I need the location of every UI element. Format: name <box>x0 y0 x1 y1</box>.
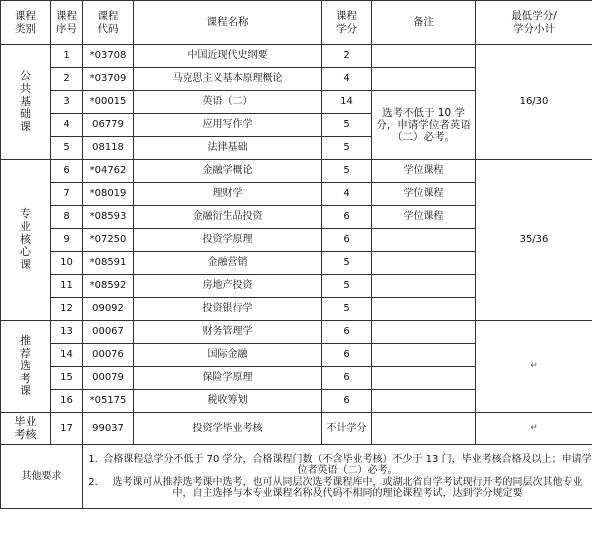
course-credit: 5 <box>322 275 372 298</box>
course-code: *04762 <box>83 160 134 183</box>
course-seq: 11 <box>51 275 83 298</box>
header-note: 备注 <box>372 1 476 45</box>
course-code: 06779 <box>83 114 134 137</box>
requirement-item-1: 1. 合格课程总学分不低于 70 学分，合格课程门数（不含毕业考核）不少于 13 门，毕业考核合格及以上；申请学位者英语（二）必考。 <box>88 453 592 476</box>
subtotal-elective: ↵ <box>476 321 592 413</box>
course-credit: 5 <box>322 252 372 275</box>
course-note <box>372 229 476 252</box>
subtotal-graduation: ↵ <box>476 413 592 445</box>
category-core: 专 业 核 心 课 <box>1 160 51 321</box>
course-credit: 6 <box>322 390 372 413</box>
course-code: *00015 <box>83 91 134 114</box>
course-name: 国际金融 <box>134 344 322 367</box>
course-name: 房地产投资 <box>134 275 322 298</box>
course-seq: 10 <box>51 252 83 275</box>
course-note: 学位课程 <box>372 206 476 229</box>
subtotal-core: 35/36 <box>476 160 592 321</box>
course-code: *05175 <box>83 390 134 413</box>
course-code: *03709 <box>83 68 134 91</box>
header-seq: 课程 序号 <box>51 1 83 45</box>
course-name: 金融衍生品投资 <box>134 206 322 229</box>
course-seq: 17 <box>51 413 83 445</box>
course-note <box>372 252 476 275</box>
course-note <box>372 344 476 367</box>
course-credit: 不计学分 <box>322 413 372 445</box>
course-code: *07250 <box>83 229 134 252</box>
course-code: 00076 <box>83 344 134 367</box>
table-row <box>1 45 592 68</box>
course-note <box>372 321 476 344</box>
header-row <box>1 1 592 45</box>
table-row <box>1 413 592 445</box>
public-note: 选考不低于 10 学分，申请学位者英语（二）必考。 <box>372 91 476 160</box>
course-code: 99037 <box>83 413 134 445</box>
course-credit: 5 <box>322 298 372 321</box>
course-code: *08591 <box>83 252 134 275</box>
course-seq: 15 <box>51 367 83 390</box>
table-row <box>1 321 592 344</box>
course-note <box>372 275 476 298</box>
course-seq: 9 <box>51 229 83 252</box>
course-note <box>372 390 476 413</box>
course-credit: 6 <box>322 321 372 344</box>
course-seq: 6 <box>51 160 83 183</box>
category-public: 公 共 基 础 课 <box>1 45 51 160</box>
course-code: *08593 <box>83 206 134 229</box>
course-code: 00067 <box>83 321 134 344</box>
course-note <box>372 68 476 91</box>
header-name: 课程名称 <box>134 1 322 45</box>
course-credit: 6 <box>322 367 372 390</box>
course-credit: 2 <box>322 45 372 68</box>
course-credit: 6 <box>322 229 372 252</box>
course-note <box>372 413 476 445</box>
course-name: 保险学原理 <box>134 367 322 390</box>
course-name: 金融学概论 <box>134 160 322 183</box>
header-min-credit: 最低学分/ 学分小计 <box>476 1 592 45</box>
course-code: 08118 <box>83 137 134 160</box>
course-name: 财务管理学 <box>134 321 322 344</box>
course-credit: 6 <box>322 206 372 229</box>
course-note: 学位课程 <box>372 160 476 183</box>
course-note <box>372 367 476 390</box>
course-code: *03708 <box>83 45 134 68</box>
course-seq: 5 <box>51 137 83 160</box>
header-credit: 课程 学分 <box>322 1 372 45</box>
course-name: 税收筹划 <box>134 390 322 413</box>
course-credit: 14 <box>322 91 372 114</box>
course-seq: 16 <box>51 390 83 413</box>
course-credit: 6 <box>322 344 372 367</box>
course-name: 理财学 <box>134 183 322 206</box>
course-note <box>372 45 476 68</box>
course-seq: 13 <box>51 321 83 344</box>
requirement-item-2: 2. 选考课可从推荐选考课中选考，也可从同层次选考课程库中，或湖北省自学考试现行开考的同层次其他专业中，自主选择与本专业课程名称及代码不相同的理论课程考试，达到学分规定要 <box>88 476 583 499</box>
course-credit: 5 <box>322 160 372 183</box>
course-code: *08019 <box>83 183 134 206</box>
course-name: 投资学毕业考核 <box>134 413 322 445</box>
header-category: 课程 类别 <box>1 1 51 45</box>
category-elective: 推 荐 选 考 课 <box>1 321 51 413</box>
course-seq: 14 <box>51 344 83 367</box>
course-credit: 5 <box>322 114 372 137</box>
course-name: 法律基础 <box>134 137 322 160</box>
course-name: 投资银行学 <box>134 298 322 321</box>
course-credit: 4 <box>322 68 372 91</box>
course-seq: 4 <box>51 114 83 137</box>
course-note: 学位课程 <box>372 183 476 206</box>
course-name: 应用写作学 <box>134 114 322 137</box>
header-code: 课程 代码 <box>83 1 134 45</box>
course-code: 09092 <box>83 298 134 321</box>
other-requirements-label: 其他要求 <box>1 445 83 509</box>
course-seq: 8 <box>51 206 83 229</box>
course-credit: 5 <box>322 137 372 160</box>
course-seq: 7 <box>51 183 83 206</box>
table-row <box>1 160 592 183</box>
other-requirements-text <box>83 445 592 509</box>
course-code: *08592 <box>83 275 134 298</box>
course-seq: 12 <box>51 298 83 321</box>
course-name: 马克思主义基本原理概论 <box>134 68 322 91</box>
course-seq: 2 <box>51 68 83 91</box>
subtotal-public: 16/30 <box>476 45 592 160</box>
course-seq: 3 <box>51 91 83 114</box>
course-seq: 1 <box>51 45 83 68</box>
course-name: 投资学原理 <box>134 229 322 252</box>
course-name: 中国近现代史纲要 <box>134 45 322 68</box>
other-requirements-row <box>1 445 592 509</box>
course-note <box>372 298 476 321</box>
course-credit: 4 <box>322 183 372 206</box>
category-graduation: 毕业 考核 <box>1 413 51 445</box>
course-code: 00079 <box>83 367 134 390</box>
course-name: 金融营销 <box>134 252 322 275</box>
course-name: 英语（二） <box>134 91 322 114</box>
